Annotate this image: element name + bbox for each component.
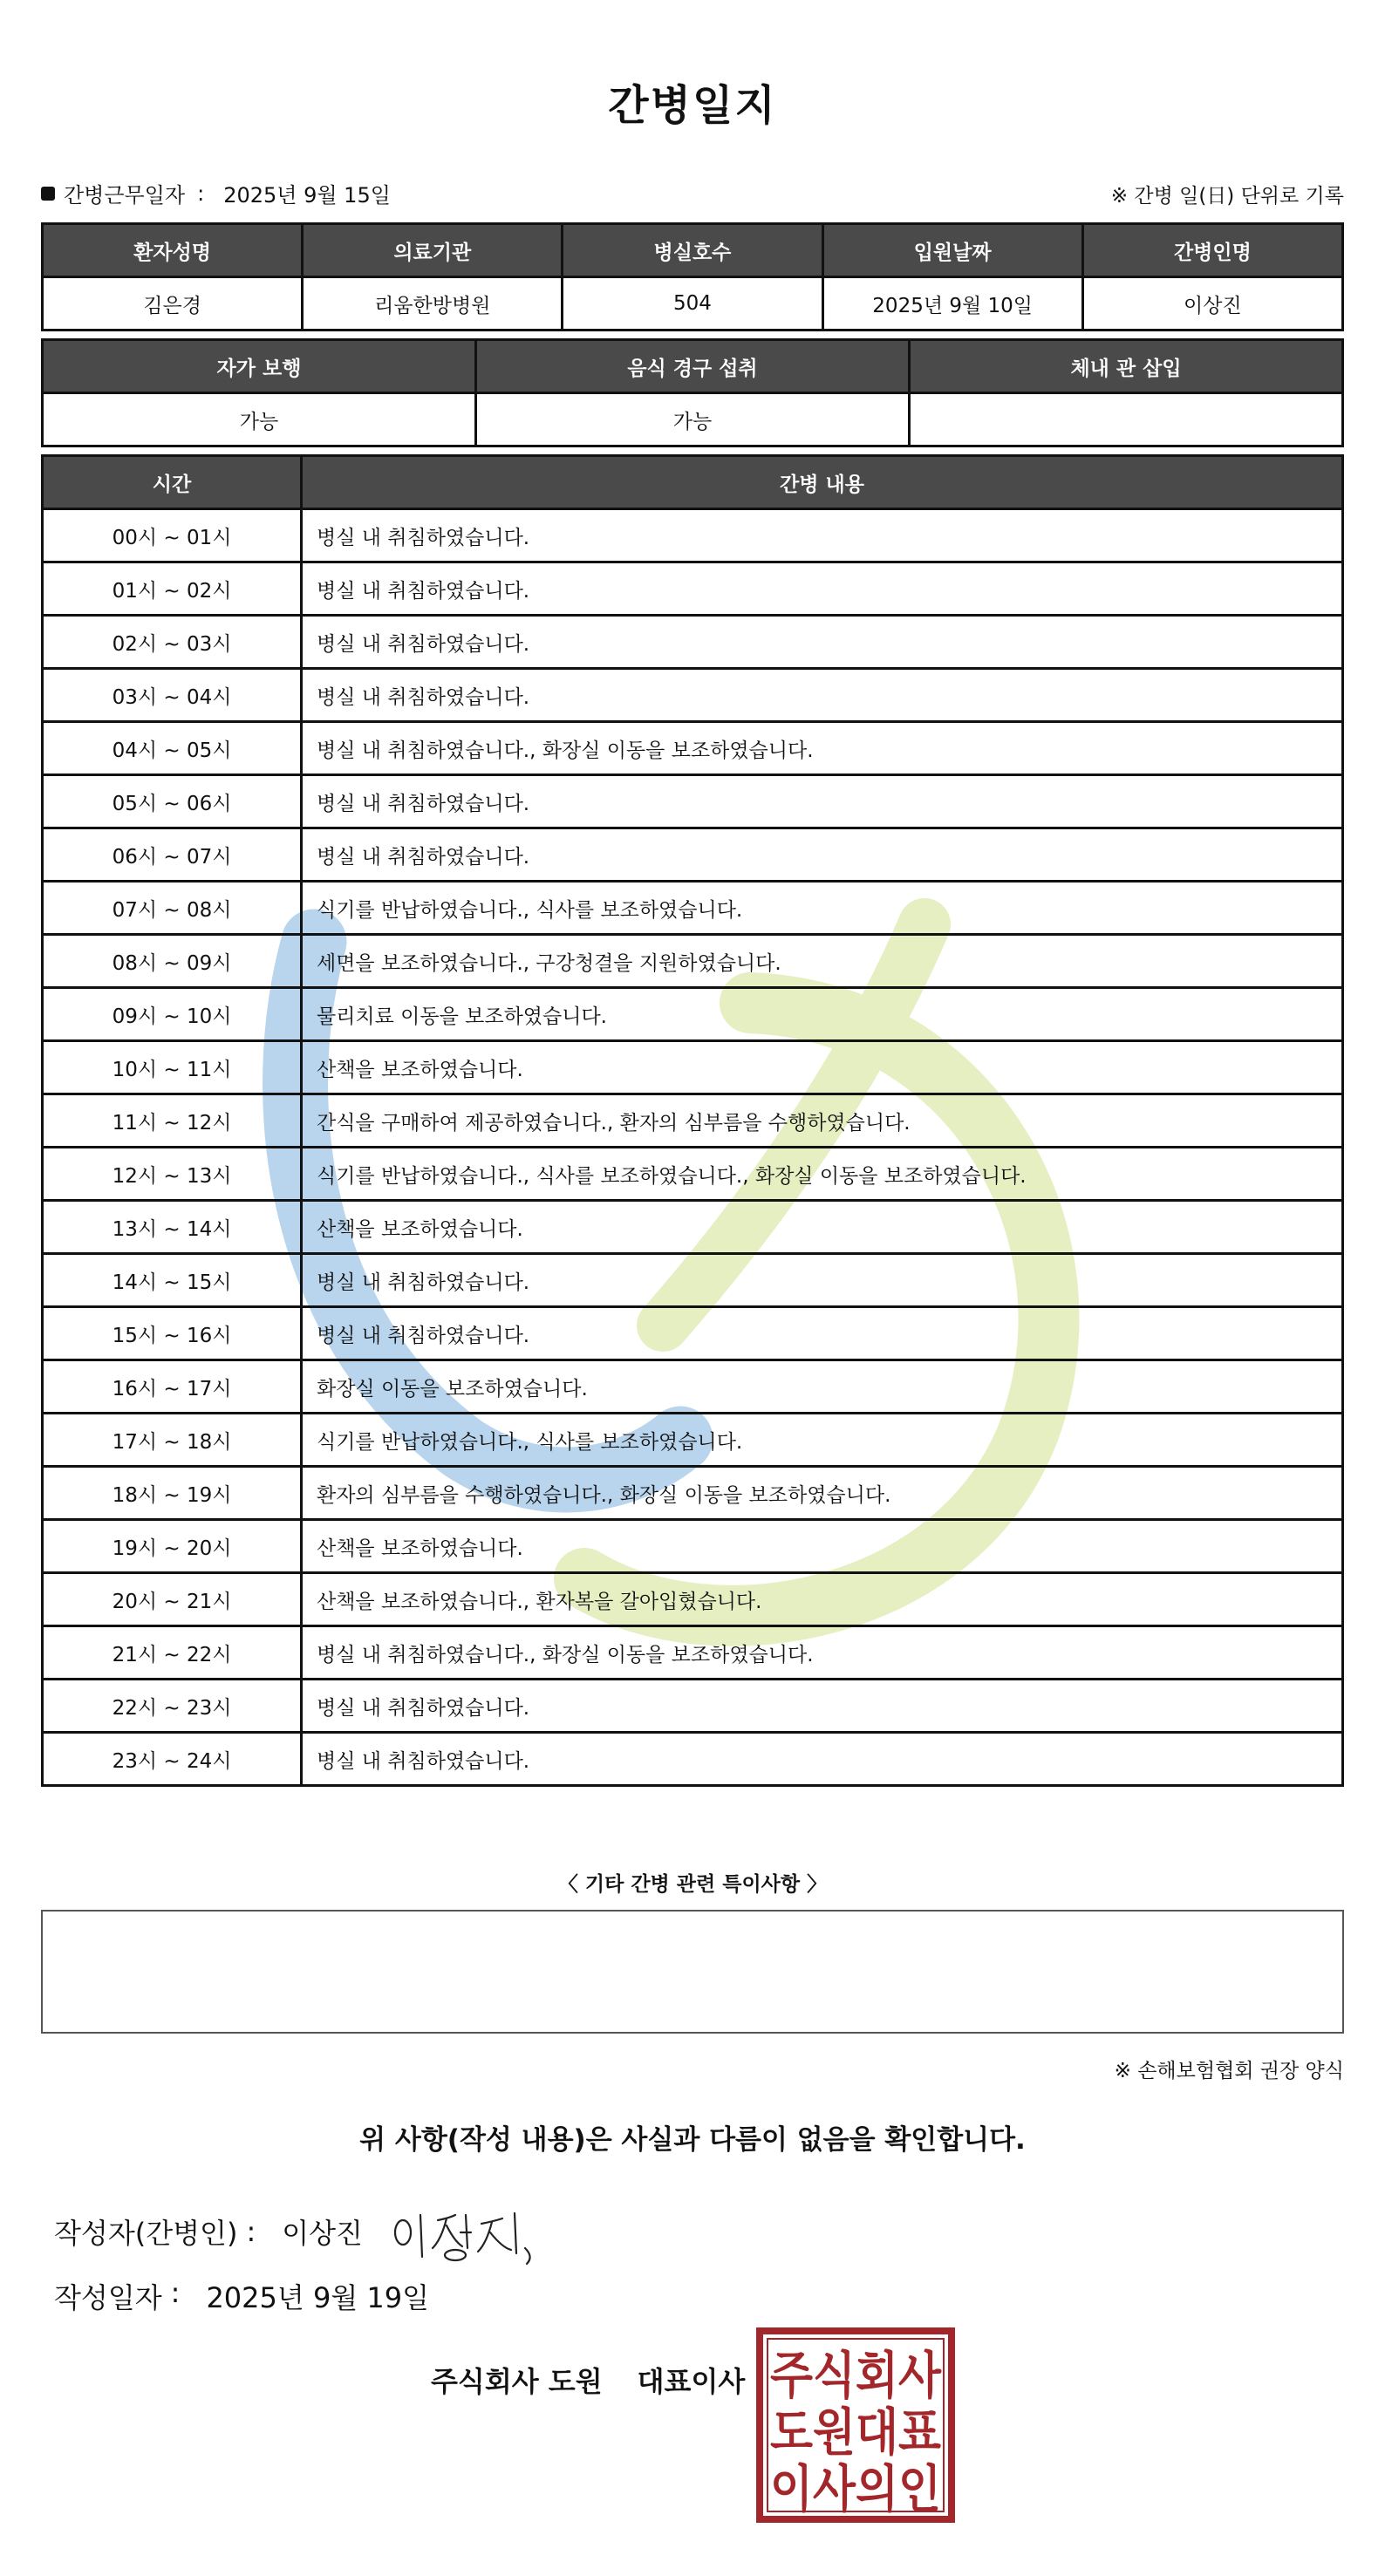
header-institution: 의료기관 xyxy=(303,224,563,277)
care-log-time: 09시 ~ 10시 xyxy=(43,988,302,1041)
care-log-content: 산책을 보조하였습니다., 환자복을 갈아입혔습니다. xyxy=(302,1573,1343,1626)
patient-name: 김은경 xyxy=(43,277,303,331)
care-log-content: 병실 내 취침하였습니다. xyxy=(302,509,1343,562)
care-log-content: 산책을 보조하였습니다. xyxy=(302,1520,1343,1573)
patient-info-table xyxy=(41,222,1344,331)
care-log-time: 13시 ~ 14시 xyxy=(43,1201,302,1254)
care-log-row xyxy=(43,1148,1343,1201)
care-log-row xyxy=(43,1680,1343,1733)
care-log-row xyxy=(43,988,1343,1041)
work-date-sep: : xyxy=(197,181,205,206)
care-log-row xyxy=(43,1573,1343,1626)
header-time: 시간 xyxy=(43,456,302,509)
care-log-time: 14시 ~ 15시 xyxy=(43,1254,302,1307)
care-log-content: 환자의 심부름을 수행하였습니다., 화장실 이동을 보조하였습니다. xyxy=(302,1467,1343,1520)
caregiver-name: 이상진 xyxy=(1082,277,1342,331)
care-log-body xyxy=(43,509,1343,1786)
care-log-header-row xyxy=(43,456,1343,509)
care-log-time: 20시 ~ 21시 xyxy=(43,1573,302,1626)
header-room-number: 병실호수 xyxy=(563,224,822,277)
care-log-time: 11시 ~ 12시 xyxy=(43,1094,302,1148)
care-log-content: 병실 내 취침하였습니다. xyxy=(302,828,1343,882)
written-date-line xyxy=(54,2276,429,2316)
daily-record-note: ※ 간병 일(日) 단위로 기록 xyxy=(1110,185,1344,208)
care-log-time: 23시 ~ 24시 xyxy=(43,1733,302,1786)
care-log-content: 병실 내 취침하였습니다. xyxy=(302,1254,1343,1307)
care-log-row xyxy=(43,1254,1343,1307)
care-log-row xyxy=(43,1360,1343,1414)
patient-value-row xyxy=(43,277,1343,331)
care-log-row xyxy=(43,1733,1343,1786)
care-log-time: 17시 ~ 18시 xyxy=(43,1414,302,1467)
care-log-content: 병실 내 취침하였습니다. xyxy=(302,1680,1343,1733)
admission-date: 2025년 9월 10일 xyxy=(822,277,1082,331)
care-log-row xyxy=(43,722,1343,775)
care-log-time: 21시 ~ 22시 xyxy=(43,1626,302,1680)
company-title: 대표이사 xyxy=(637,2365,746,2398)
care-log-row xyxy=(43,1626,1343,1680)
care-log-content: 병실 내 취침하였습니다., 화장실 이동을 보조하였습니다. xyxy=(302,722,1343,775)
care-log-row xyxy=(43,1520,1343,1573)
care-log-content: 식기를 반납하였습니다., 식사를 보조하였습니다., 화장실 이동을 보조하였습니다. xyxy=(302,1148,1343,1201)
care-log-table xyxy=(41,454,1344,1787)
handwritten-signature xyxy=(384,2198,558,2267)
header-self-walking: 자가 보행 xyxy=(43,340,476,393)
care-log-time: 15시 ~ 16시 xyxy=(43,1307,302,1360)
care-log-content: 병실 내 취침하였습니다., 화장실 이동을 보조하였습니다. xyxy=(302,1626,1343,1680)
writer-sep: : xyxy=(246,2215,256,2248)
document-title: 간병일지 xyxy=(608,81,777,130)
written-date-label: 작성일자 xyxy=(54,2281,162,2314)
confirmation-statement: 위 사항(작성 내용)은 사실과 다름이 없음을 확인합니다. xyxy=(359,2124,1026,2156)
care-log-time: 16시 ~ 17시 xyxy=(43,1360,302,1414)
care-log-row xyxy=(43,828,1343,882)
care-log-time: 05시 ~ 06시 xyxy=(43,775,302,828)
care-log-content: 식기를 반납하였습니다., 식사를 보조하였습니다. xyxy=(302,1414,1343,1467)
care-log-content: 산책을 보조하였습니다. xyxy=(302,1041,1343,1094)
care-log-time: 00시 ~ 01시 xyxy=(43,509,302,562)
care-log-time: 07시 ~ 08시 xyxy=(43,882,302,935)
care-log-row xyxy=(43,562,1343,616)
written-date-value: 2025년 9월 19일 xyxy=(206,2281,430,2314)
meta-row xyxy=(41,178,1344,209)
care-log-row xyxy=(43,669,1343,722)
ability-header-row xyxy=(43,340,1343,393)
square-bullet-icon xyxy=(41,187,55,201)
writer-name: 이상진 xyxy=(282,2217,363,2250)
company-line xyxy=(431,2360,745,2400)
care-log-time: 22시 ~ 23시 xyxy=(43,1680,302,1733)
recommendation-note: ※ 손해보험협회 권장 양식 xyxy=(1114,2060,1344,2082)
care-log-time: 04시 ~ 05시 xyxy=(43,722,302,775)
care-log-row xyxy=(43,775,1343,828)
institution: 리움한방병원 xyxy=(303,277,563,331)
care-log-content: 물리치료 이동을 보조하였습니다. xyxy=(302,988,1343,1041)
header-oral-intake: 음식 경구 섭취 xyxy=(476,340,910,393)
care-log-content: 식기를 반납하였습니다., 식사를 보조하였습니다. xyxy=(302,882,1343,935)
care-log-content: 병실 내 취침하였습니다. xyxy=(302,1733,1343,1786)
care-log-time: 18시 ~ 19시 xyxy=(43,1467,302,1520)
care-log-row xyxy=(43,616,1343,669)
care-log-row xyxy=(43,1201,1343,1254)
care-log-row xyxy=(43,1307,1343,1360)
work-date-label: 간병근무일자 xyxy=(64,183,186,208)
room-number: 504 xyxy=(563,277,822,331)
svg-text:주식회사: 주식회사 xyxy=(770,2346,942,2405)
work-date-value: 2025년 9월 15일 xyxy=(223,183,391,208)
header-caregiver-name: 간병인명 xyxy=(1082,224,1342,277)
care-log-content: 병실 내 취침하였습니다. xyxy=(302,669,1343,722)
care-log-row xyxy=(43,935,1343,988)
care-log-row xyxy=(43,1414,1343,1467)
care-log-content: 화장실 이동을 보조하였습니다. xyxy=(302,1360,1343,1414)
ability-table xyxy=(41,338,1344,447)
care-log-content: 세면을 보조하였습니다., 구강청결을 지원하였습니다. xyxy=(302,935,1343,988)
ability-value-row xyxy=(43,393,1343,446)
writer-label: 작성자(간병인) xyxy=(54,2217,238,2250)
care-log-row xyxy=(43,1467,1343,1520)
care-log-time: 12시 ~ 13시 xyxy=(43,1148,302,1201)
care-log-row xyxy=(43,882,1343,935)
oral-intake-value: 가능 xyxy=(476,393,910,446)
written-date-sep: : xyxy=(170,2276,181,2309)
remarks-box xyxy=(41,1910,1344,2034)
header-tube-insertion: 체내 관 삽입 xyxy=(910,340,1343,393)
writer-line xyxy=(54,2211,363,2252)
header-admission-date: 입원날짜 xyxy=(822,224,1082,277)
header-care-content: 간병 내용 xyxy=(302,456,1343,509)
care-log-content: 병실 내 취침하였습니다. xyxy=(302,775,1343,828)
care-log-time: 06시 ~ 07시 xyxy=(43,828,302,882)
header-patient-name: 환자성명 xyxy=(43,224,303,277)
care-log-content: 간식을 구매하여 제공하였습니다., 환자의 심부름을 수행하였습니다. xyxy=(302,1094,1343,1148)
care-log-time: 01시 ~ 02시 xyxy=(43,562,302,616)
care-log-content: 산책을 보조하였습니다. xyxy=(302,1201,1343,1254)
work-date xyxy=(41,178,391,208)
company-seal-stamp xyxy=(755,2327,956,2524)
svg-text:이사의인: 이사의인 xyxy=(770,2459,941,2518)
care-log-row xyxy=(43,509,1343,562)
patient-header-row xyxy=(43,224,1343,277)
remarks-title: 〈 기타 간병 관련 특이사항 〉 xyxy=(557,1873,828,1896)
care-log-time: 08시 ~ 09시 xyxy=(43,935,302,988)
care-log-time: 10시 ~ 11시 xyxy=(43,1041,302,1094)
tube-insertion-value xyxy=(910,393,1343,446)
svg-text:도원대표: 도원대표 xyxy=(770,2402,941,2462)
care-log-row xyxy=(43,1041,1343,1094)
care-log-content: 병실 내 취침하였습니다. xyxy=(302,562,1343,616)
care-log-content: 병실 내 취침하였습니다. xyxy=(302,616,1343,669)
care-log-time: 19시 ~ 20시 xyxy=(43,1520,302,1573)
care-log-time: 02시 ~ 03시 xyxy=(43,616,302,669)
care-log-row xyxy=(43,1094,1343,1148)
self-walking-value: 가능 xyxy=(43,393,476,446)
care-log-content: 병실 내 취침하였습니다. xyxy=(302,1307,1343,1360)
company-name: 주식회사 도원 xyxy=(431,2365,603,2398)
care-log-time: 03시 ~ 04시 xyxy=(43,669,302,722)
